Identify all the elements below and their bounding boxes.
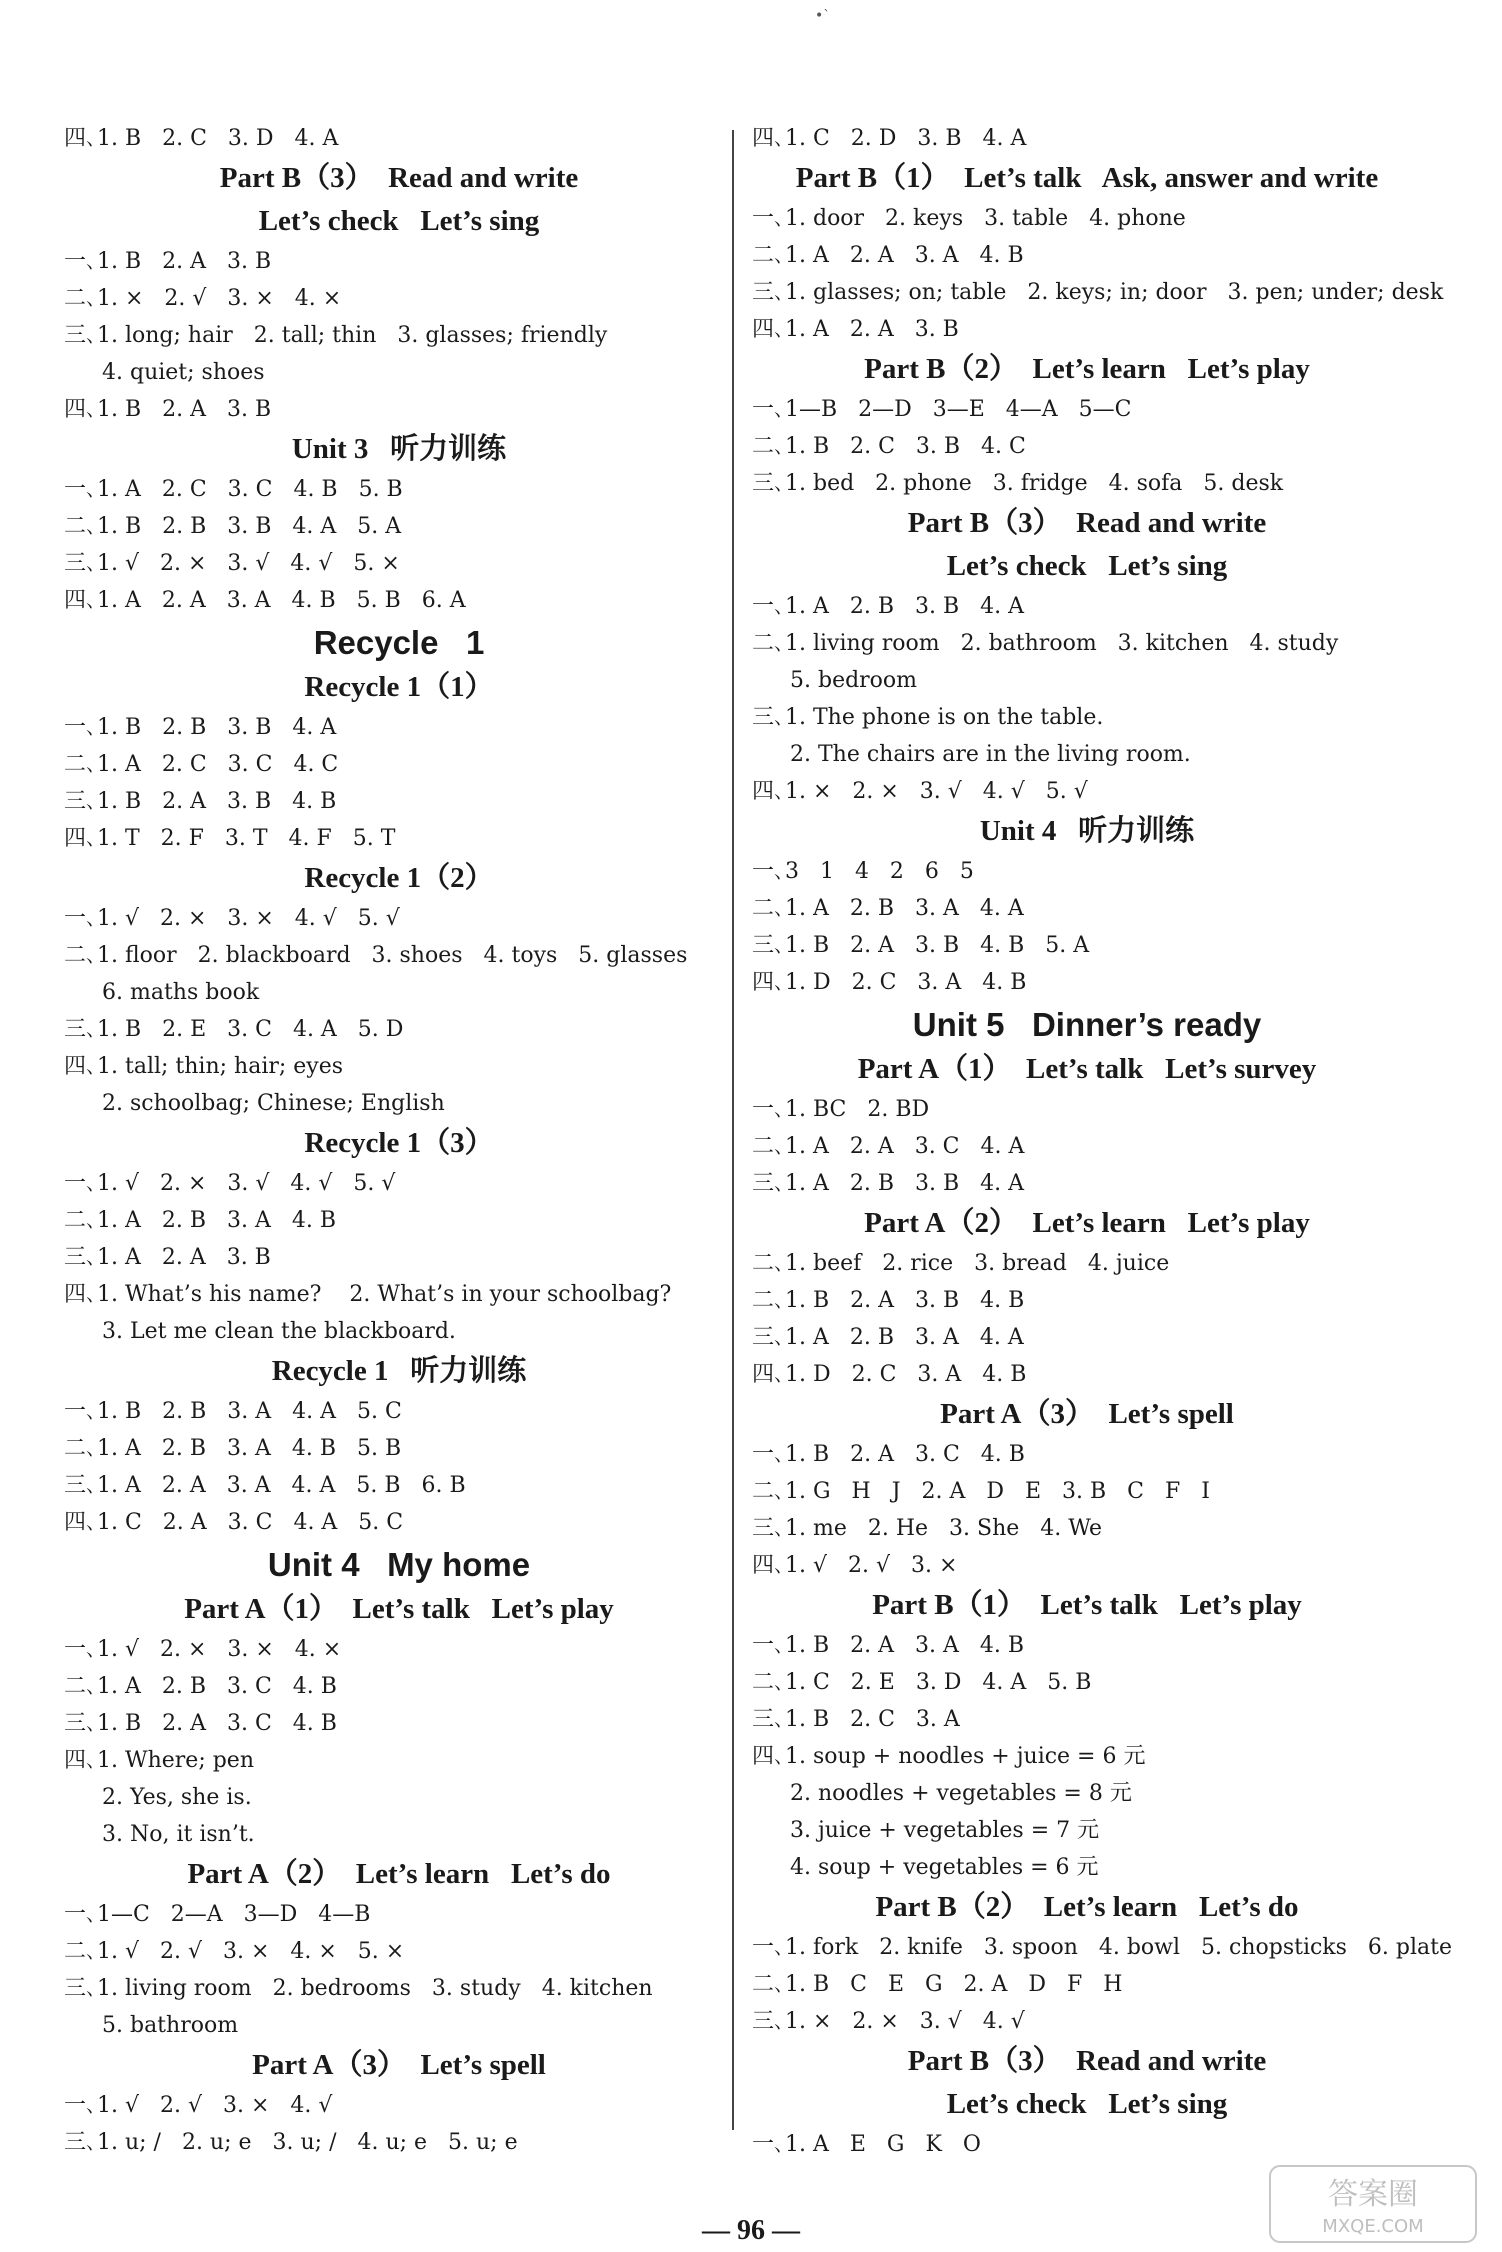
answer-line: 2. The chairs are in the living room. <box>790 742 1191 767</box>
answer-line: 三､1. A 2. A 3. A 4. A 5. B 6. B <box>64 1473 466 1498</box>
section-heading: Part B（2） Let’s learn Let’s play <box>864 353 1310 385</box>
section-heading: Let’s check Let’s sing <box>946 550 1228 582</box>
answer-line: 一､1. B 2. A 3. A 4. B <box>752 1633 1024 1658</box>
answer-line: 一､1. B 2. A 3. C 4. B <box>752 1442 1025 1467</box>
answer-line: 5. bathroom <box>102 2013 239 2038</box>
page-number: — 96 — <box>702 2215 800 2246</box>
section-heading: Part B（1） Let’s talk Ask, answer and write <box>795 162 1379 194</box>
answer-line: 2. Yes, she is. <box>102 1785 252 1810</box>
answer-line: 二､1. B 2. B 3. B 4. A 5. A <box>64 514 402 539</box>
answer-line: 三､1. B 2. C 3. A <box>752 1707 960 1732</box>
answer-line: 二､1. √ 2. √ 3. × 4. × 5. × <box>64 1939 405 1964</box>
answer-line: 一､1. B 2. B 3. B 4. A <box>64 715 337 740</box>
answer-line: 二､1. B C E G 2. A D F H <box>752 1972 1123 1997</box>
answer-line: 一､1—B 2—D 3—E 4—A 5—C <box>752 397 1132 422</box>
answer-line: 4. soup + vegetables = 6 元 <box>790 1855 1099 1880</box>
answer-line: 四､1. A 2. A 3. B <box>752 317 959 342</box>
section-heading: Part B（3） Read and write <box>219 162 579 194</box>
answer-line: 三､1. A 2. A 3. B <box>64 1245 271 1270</box>
right-column <box>752 120 1452 2163</box>
section-heading: Recycle 1（3） <box>304 1127 494 1159</box>
answer-line: 一､1. B 2. B 3. A 4. A 5. C <box>64 1399 402 1424</box>
answer-line: 一､1. √ 2. √ 3. × 4. √ <box>64 2093 333 2118</box>
answer-line: 2. schoolbag; Chinese; English <box>102 1091 445 1116</box>
unit-heading: Unit 4 My home <box>267 1546 531 1583</box>
answer-line: 四､1. B 2. A 3. B <box>64 397 272 422</box>
answer-line: 三､1. long; hair 2. tall; thin 3. glasses; friendly <box>64 323 608 348</box>
answer-line: 四､1. √ 2. √ 3. × <box>752 1553 958 1578</box>
answer-line: 三､1. B 2. E 3. C 4. A 5. D <box>64 1017 404 1042</box>
section-heading: Part A（1） Let’s talk Let’s survey <box>857 1053 1317 1085</box>
answer-line: 二､1. B 2. C 3. B 4. C <box>752 434 1026 459</box>
answer-line: 二､1. living room 2. bathroom 3. kitchen 4. study <box>752 631 1339 656</box>
answer-line: 一､1. fork 2. knife 3. spoon 4. bowl 5. chopsticks 6. plate <box>752 1935 1452 1960</box>
answer-line: 3. No, it isn’t. <box>102 1822 255 1847</box>
answer-line: 三､1. u; / 2. u; e 3. u; / 4. u; e 5. u; e <box>64 2130 518 2155</box>
answer-line: 四､1. C 2. D 3. B 4. A <box>752 126 1027 151</box>
answer-line: 二､1. floor 2. blackboard 3. shoes 4. toys 5. glasses <box>64 943 688 968</box>
section-heading: Part B（1） Let’s talk Let’s play <box>872 1589 1302 1621</box>
answer-line: 三､1. me 2. He 3. She 4. We <box>752 1516 1103 1541</box>
answer-line: 二､1. G H J 2. A D E 3. B C F I <box>752 1479 1210 1504</box>
answer-line: 三､1. × 2. × 3. √ 4. √ <box>752 2009 1025 2034</box>
answer-line: 一､1. B 2. A 3. B <box>64 249 272 274</box>
answer-line: 三､1. B 2. A 3. C 4. B <box>64 1711 337 1736</box>
watermark-logo <box>1268 2164 1478 2244</box>
answer-line: 二､1. C 2. E 3. D 4. A 5. B <box>752 1670 1092 1695</box>
answer-line: 四､1. soup + noodles + juice = 6 元 <box>752 1744 1146 1769</box>
section-heading: Part B（3） Read and write <box>907 2045 1267 2077</box>
answer-line: 四､1. Where; pen <box>64 1748 254 1773</box>
section-heading: Unit 4 听力训练 <box>979 815 1195 847</box>
answer-line: 二､1. A 2. B 3. A 4. A <box>752 896 1024 921</box>
answer-line: 三､1. glasses; on; table 2. keys; in; door 3. pen; under; desk <box>752 280 1444 305</box>
answer-line: 一､1. √ 2. × 3. √ 4. √ 5. √ <box>64 1171 396 1196</box>
print-mark: •ˋ <box>815 8 831 24</box>
answer-line: 四､1. tall; thin; hair; eyes <box>64 1054 344 1079</box>
answer-line: 4. quiet; shoes <box>102 360 265 385</box>
section-heading: Let’s check Let’s sing <box>946 2088 1228 2120</box>
answer-line: 一､1. A 2. C 3. C 4. B 5. B <box>64 477 403 502</box>
answer-line: 二､1. × 2. √ 3. × 4. × <box>64 286 342 311</box>
watermark-bottom: MXQE.COM <box>1322 2216 1424 2237</box>
answer-line: 一､3 1 4 2 6 5 <box>752 859 974 884</box>
answer-line: 二､1. A 2. C 3. C 4. C <box>64 752 339 777</box>
section-heading: Part A（1） Let’s talk Let’s play <box>184 1593 614 1625</box>
answer-line: 二､1. B 2. A 3. B 4. B <box>752 1288 1025 1313</box>
answer-line: 3. juice + vegetables = 7 元 <box>790 1818 1100 1843</box>
column-divider <box>732 130 734 2130</box>
answer-line: 二､1. A 2. B 3. A 4. B <box>64 1208 336 1233</box>
answer-line: 四､1. What’s his name? 2. What’s in your schoolbag? <box>64 1282 672 1307</box>
answer-line: 四､1. D 2. C 3. A 4. B <box>752 1362 1027 1387</box>
answer-line: 三､1. √ 2. × 3. √ 4. √ 5. × <box>64 551 400 576</box>
answer-line: 一､1. A E G K O <box>752 2132 981 2157</box>
left-column <box>64 120 734 2161</box>
answer-line: 三､1. bed 2. phone 3. fridge 4. sofa 5. desk <box>752 471 1284 496</box>
section-heading: Recycle 1（2） <box>304 862 494 894</box>
section-heading: Recycle 1（1） <box>304 671 494 703</box>
answer-line: 一､1. √ 2. × 3. × 4. × <box>64 1637 342 1662</box>
answer-line: 二､1. A 2. A 3. A 4. B <box>752 243 1024 268</box>
answer-line: 三､1. The phone is on the table. <box>752 705 1104 730</box>
watermark-top: 答案圈 <box>1328 2177 1418 2212</box>
section-heading: Recycle 1 听力训练 <box>271 1355 527 1387</box>
section-heading: Part A（2） Let’s learn Let’s do <box>187 1858 611 1890</box>
answer-line: 一､1. √ 2. × 3. × 4. √ 5. √ <box>64 906 400 931</box>
answer-line: 三､1. A 2. B 3. A 4. A <box>752 1325 1024 1350</box>
answer-line: 二､1. A 2. B 3. C 4. B <box>64 1674 337 1699</box>
answer-line: 三､1. A 2. B 3. B 4. A <box>752 1171 1024 1196</box>
answer-line: 四､1. A 2. A 3. A 4. B 5. B 6. A <box>64 588 466 613</box>
answer-line: 2. noodles + vegetables = 8 元 <box>790 1781 1132 1806</box>
answer-line: 三､1. B 2. A 3. B 4. B <box>64 789 337 814</box>
unit-heading: Recycle 1 <box>313 624 485 661</box>
answer-line: 三､1. living room 2. bedrooms 3. study 4. kitchen <box>64 1976 653 2001</box>
answer-line: 四､1. T 2. F 3. T 4. F 5. T <box>64 826 396 851</box>
section-heading: Part B（2） Let’s learn Let’s do <box>875 1891 1299 1923</box>
section-heading: Part B（3） Read and write <box>907 507 1267 539</box>
answer-line: 二､1. A 2. B 3. A 4. B 5. B <box>64 1436 402 1461</box>
answer-line: 二､1. A 2. A 3. C 4. A <box>752 1134 1025 1159</box>
answer-line: 一､1—C 2—A 3—D 4—B <box>64 1902 371 1927</box>
section-heading: Let’s check Let’s sing <box>258 205 540 237</box>
answer-line: 三､1. B 2. A 3. B 4. B 5. A <box>752 933 1090 958</box>
unit-heading: Unit 5 Dinner’s ready <box>912 1006 1262 1043</box>
answer-line: 3. Let me clean the blackboard. <box>102 1319 456 1344</box>
answer-line: 二､1. beef 2. rice 3. bread 4. juice <box>752 1251 1170 1276</box>
section-heading: Part A（2） Let’s learn Let’s play <box>864 1207 1310 1239</box>
answer-line: 一､1. A 2. B 3. B 4. A <box>752 594 1024 619</box>
answer-line: 四､1. D 2. C 3. A 4. B <box>752 970 1027 995</box>
section-heading: Unit 3 听力训练 <box>291 433 507 465</box>
answer-line: 一､1. door 2. keys 3. table 4. phone <box>752 206 1186 231</box>
answer-line: 6. maths book <box>102 980 260 1005</box>
answer-line: 四､1. B 2. C 3. D 4. A <box>64 126 339 151</box>
section-heading: Part A（3） Let’s spell <box>252 2049 546 2081</box>
answer-line: 四､1. C 2. A 3. C 4. A 5. C <box>64 1510 404 1535</box>
answer-line: 一､1. BC 2. BD <box>752 1097 930 1122</box>
section-heading: Part A（3） Let’s spell <box>940 1398 1234 1430</box>
answer-line: 四､1. × 2. × 3. √ 4. √ 5. √ <box>752 779 1088 804</box>
answer-line: 5. bedroom <box>790 668 918 693</box>
